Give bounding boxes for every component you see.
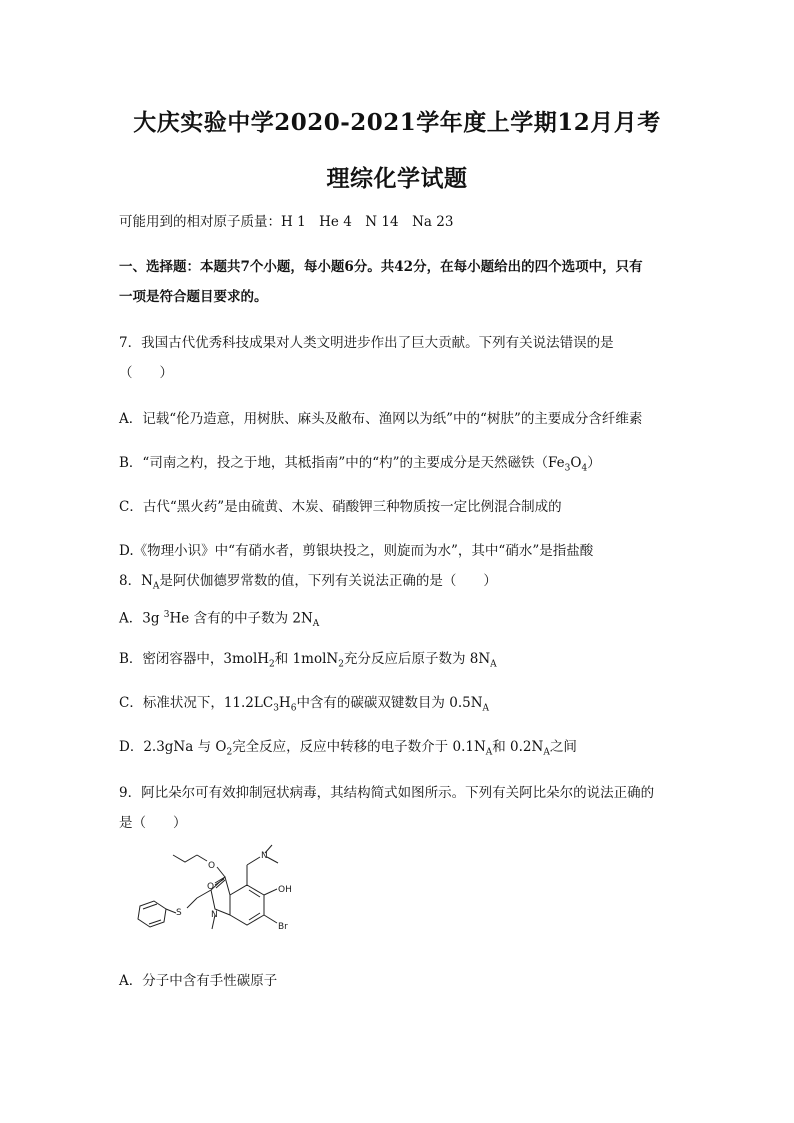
q7-option-b: B．“司南之杓，投之于地，其柢指南”中的“杓”的主要成分是天然磁铁$(Fe_3O_4)$ (119, 455, 601, 474)
n-amine-label: N (261, 851, 268, 861)
arbidol-structure-diagram (112, 843, 312, 961)
q7-stem-blank: （ ） (119, 365, 173, 381)
q8-option-b: B．密闭容器中，3molH$_2$和 1molN$_2$充分反应后原子数为 $8N_A$ (119, 651, 497, 670)
q9-stem: 9．阿比朵尔可有效抑制冠状病毒，其结构简式如图所示。下列有关阿比朵尔的说法正确的 (119, 785, 655, 801)
atomic-masses: 可能用到的相对原子质量：H 1 He 4 N 14 Na 23 (119, 214, 454, 230)
q8-option-a: A．3g $^3$He 含有的中子数为 $2N_A$ (119, 610, 320, 630)
section-header-line2: 一项是符合题目要求的。 (119, 289, 268, 305)
q8-option-c: C．标准状况下，$11.2LC_3H_6$中含有的碳碳双键数目为 $0.5N_A$ (119, 695, 490, 714)
exam-title: 大庆实验中学2020-2021学年度上学期12月月考 (133, 109, 661, 136)
q7-option-a: A．记载“伦乃造意，用树肤、麻头及敝布、渔网以为纸”中的“树肤”的主要成分含纤维素 (119, 411, 643, 427)
o-carbonyl-label: O (207, 882, 215, 892)
q9-option-a: A．分子中含有手性碳原子 (119, 973, 278, 989)
oh-label: OH (278, 885, 292, 895)
br-label: Br (278, 922, 288, 932)
q8-option-d: D．2.3gNa 与 $O_2$完全反应，反应中转移的电子数介于 $0.1N_A$和 $0.2N_A$之间 (119, 739, 577, 758)
q8-stem: 8．$N_A$是阿伏伽德罗常数的值，下列有关说法正确的是（ ） (119, 573, 497, 592)
q7-option-d: D.《物理小识》中“有硝水者，剪银块投之，则旋而为水”，其中“硝水”是指盐酸 (119, 543, 594, 559)
q7-stem: 7．我国古代优秀科技成果对人类文明进步作出了巨大贡献。下列有关说法错误的是 (119, 335, 614, 351)
o-ester-label: O (208, 861, 216, 871)
n-indole-label: N (211, 910, 218, 920)
s-label: S (176, 908, 182, 918)
section-header-line1: 一、选择题：本题共7个小题，每小题6分。共42分，在每小题给出的四个选项中，只有 (119, 259, 643, 275)
q7-option-c: C．古代“黑火药”是由硫黄、木炭、硝酸钾三种物质按一定比例混合制成的 (119, 499, 562, 515)
q9-stem-blank: 是（ ） (119, 815, 187, 831)
exam-subtitle: 理综化学试题 (326, 165, 468, 192)
